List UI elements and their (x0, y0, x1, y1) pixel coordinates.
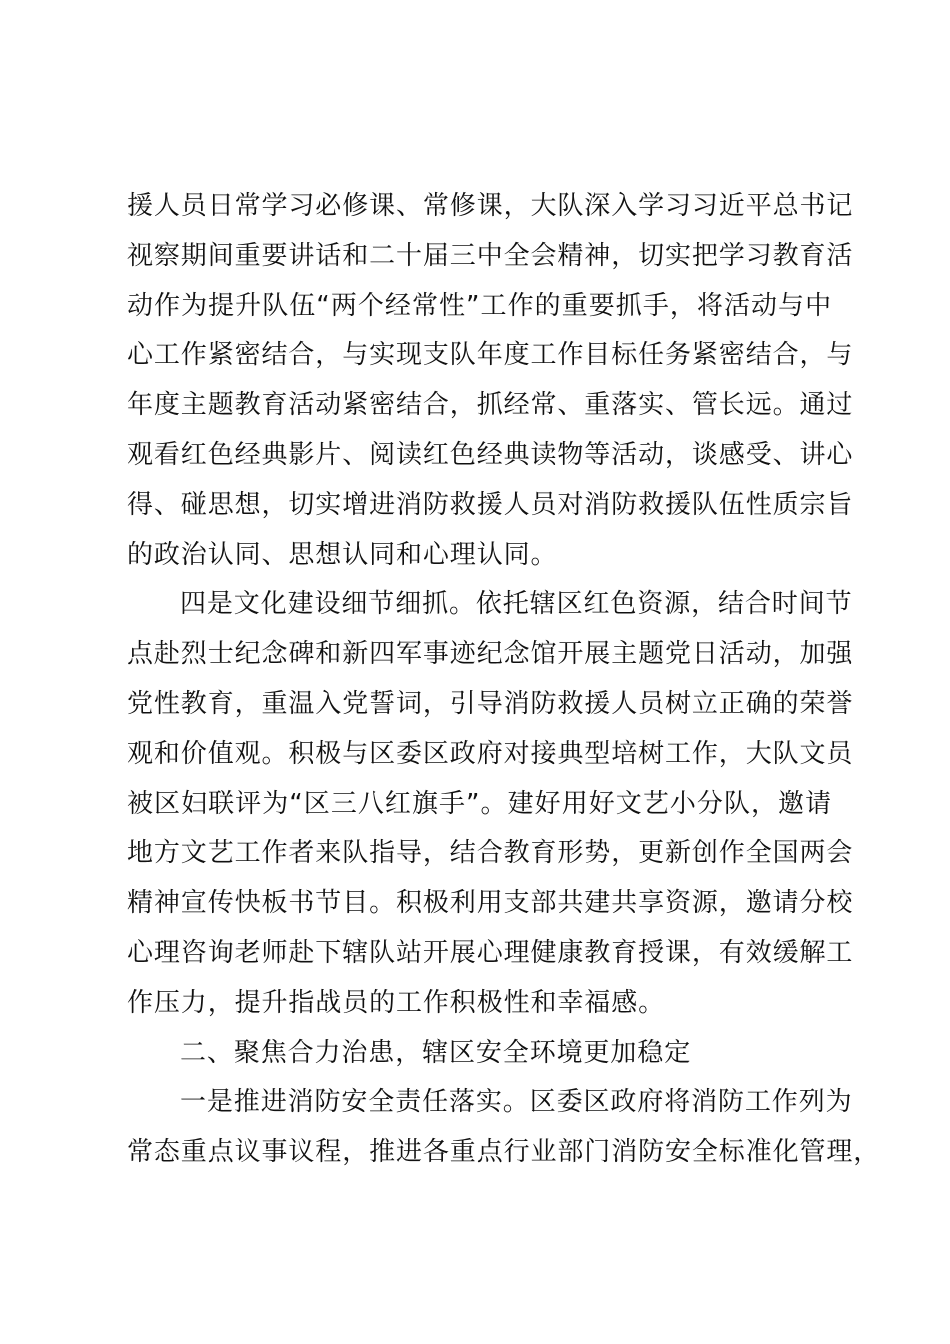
text-line: 援人员日常学习必修课、常修课，大队深入学习习近平总书记 (127, 191, 854, 221)
text-line: 常态重点议事议程，推进各重点行业部门消防安全标准化管理， (127, 1137, 881, 1168)
text-line: 精神宣传快板书节目。积极利用支部共建共享资源，邀请分校 (127, 888, 854, 919)
text-line: 点赴烈士纪念碑和新四军事迹纪念馆开展主题党日活动，加强 (127, 639, 854, 670)
text-line: 被区妇联评为“区三八红旗手”。建好用好文艺小分队，邀请 (127, 788, 832, 819)
text-line: 一是推进消防安全责任落实。区委区政府将消防工作列为 (180, 1087, 853, 1118)
text-line: 二、聚焦合力治患，辖区安全环境更加稳定 (180, 1037, 692, 1068)
text-line: 的政治认同、思想认同和心理认同。 (127, 539, 558, 570)
text-line: 心工作紧密结合，与实现支队年度工作目标任务紧密结合，与 (127, 340, 854, 371)
text-line: 四是文化建设细节细抓。依托辖区红色资源，结合时间节 (180, 589, 853, 620)
text-line: 观看红色经典影片、阅读红色经典读物等活动，谈感受、讲心 (127, 439, 854, 470)
text-line: 党性教育，重温入党誓词，引导消防救援人员树立正确的荣誉 (127, 688, 854, 719)
text-line: 动作为提升队伍“两个经常性”工作的重要抓手，将活动与中 (127, 290, 832, 321)
text-line: 得、碰思想，切实增进消防救援人员对消防救援队伍性质宗旨 (127, 489, 854, 520)
document-body (127, 182, 881, 1178)
text-line: 视察期间重要讲话和二十届三中全会精神，切实把学习教育活 (127, 240, 854, 271)
text-line: 心理咨询老师赴下辖队站开展心理健康教育授课，有效缓解工 (127, 937, 854, 968)
text-line: 地方文艺工作者来队指导，结合教育形势，更新创作全国两会 (127, 838, 854, 869)
text-line: 观和价值观。积极与区委区政府对接典型培树工作，大队文员 (127, 738, 854, 769)
text-line: 作压力，提升指战员的工作积极性和幸福感。 (127, 987, 666, 1018)
text-line: 年度主题教育活动紧密结合，抓经常、重落实、管长远。通过 (127, 390, 854, 421)
